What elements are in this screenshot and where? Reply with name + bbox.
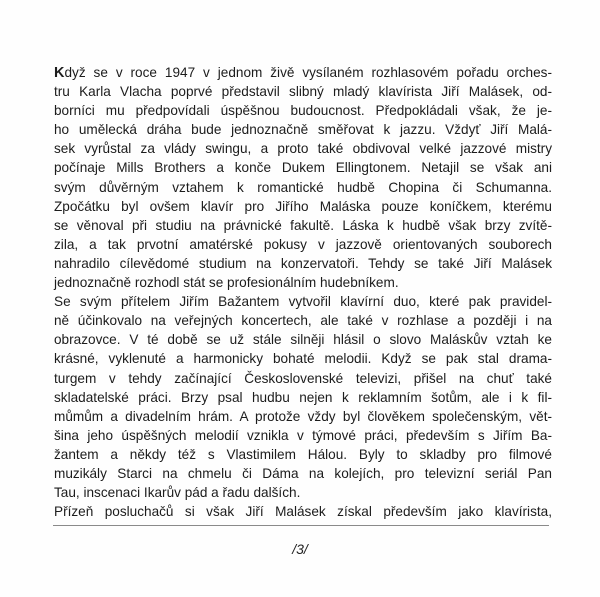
text-line: turgem v tehdy začínající Československé televizi, přišel na chuť také: [54, 370, 552, 386]
text-line: ho umělecká dráha bude jednoznačně směřovat k jazzu. Vždyť Jiří Malá-: [54, 122, 552, 138]
horizontal-rule: [53, 525, 549, 526]
text-line: nahradilo cílevědomé studium na konzervatoři. Tehdy se také Jiří Malásek: [54, 255, 552, 271]
initial-letter: K: [54, 65, 65, 81]
text-line: [54, 63, 552, 82]
text-line: Přízeň posluchačů si však Jiří Malásek získal především jako klavírista,: [54, 504, 552, 520]
text-line: zila, a tak prvotní amatérské pokusy v jazzově orientovaných souborech: [54, 236, 552, 252]
page-number: /3/: [292, 541, 308, 557]
article-body: [54, 63, 552, 521]
text-line: žantem a někdy též s Vlastimilem Hálou. Byly to skladby pro filmové: [54, 446, 552, 462]
text-line: počínaje Mills Brothers a konče Dukem Ellingtonem. Netajil se však ani: [54, 160, 552, 176]
text-line: šina jeho úspěšných melodií vznikla v týmové práci, především s Jiřím Ba-: [54, 427, 552, 443]
text-line: Tau, inscenaci Ikarův pád a řadu dalších.: [54, 485, 301, 501]
text-line: Zpočátku byl ovšem klavír pro Jiřího Maláska pouze koníčkem, kterému: [54, 198, 552, 214]
text-line: jednoznačně rozhodl stát se profesionálním hudebníkem.: [54, 275, 399, 291]
text-line: Se svým přítelem Jiřím Bažantem vytvořil klavírní duo, které pak pravidel-: [54, 294, 552, 310]
text-line-content: dyž se v roce 1947 v jednom živě vysílaném rozhlasovém pořadu orches-: [64, 65, 552, 80]
text-line: se věnoval při studiu na právnické fakultě. Láska k hudbě však brzy zvítě-: [54, 217, 552, 233]
text-line: tru Karla Vlacha poprvé představil slibný mladý klavírista Jiří Malásek, od-: [54, 84, 552, 100]
text-line: obrazovce. V té době se už stále silněji hlásil o slovo Maláskův vztah ke: [54, 332, 552, 348]
text-line: můmům a divadelním hrám. A protože vždy byl člověkem společenským, vět-: [54, 408, 552, 424]
text-line: krásné, vyklenuté a harmonicky bohaté melodii. Když se pak stal drama-: [54, 351, 552, 367]
text-line: ně účinkovalo na veřejných koncertech, ale také v rozhlase a později i na: [54, 313, 552, 329]
text-line: svým důvěrným vztahem k romantické hudbě Chopina či Schumanna.: [54, 179, 552, 195]
text-line: muzikály Starci na chmelu či Dáma na kolejích, pro televizní seriál Pan: [54, 465, 552, 481]
text-line: skladatelské práci. Brzy psal hudbu nejen k reklamním šotům, ale i k fil-: [54, 389, 552, 405]
text-line: borníci mu předpovídali úspěšnou budoucnost. Předpokládali však, že je-: [54, 103, 552, 119]
text-line: sek vyrůstal za vlády swingu, a proto také obdivoval velké jazzové mistry: [54, 141, 552, 157]
